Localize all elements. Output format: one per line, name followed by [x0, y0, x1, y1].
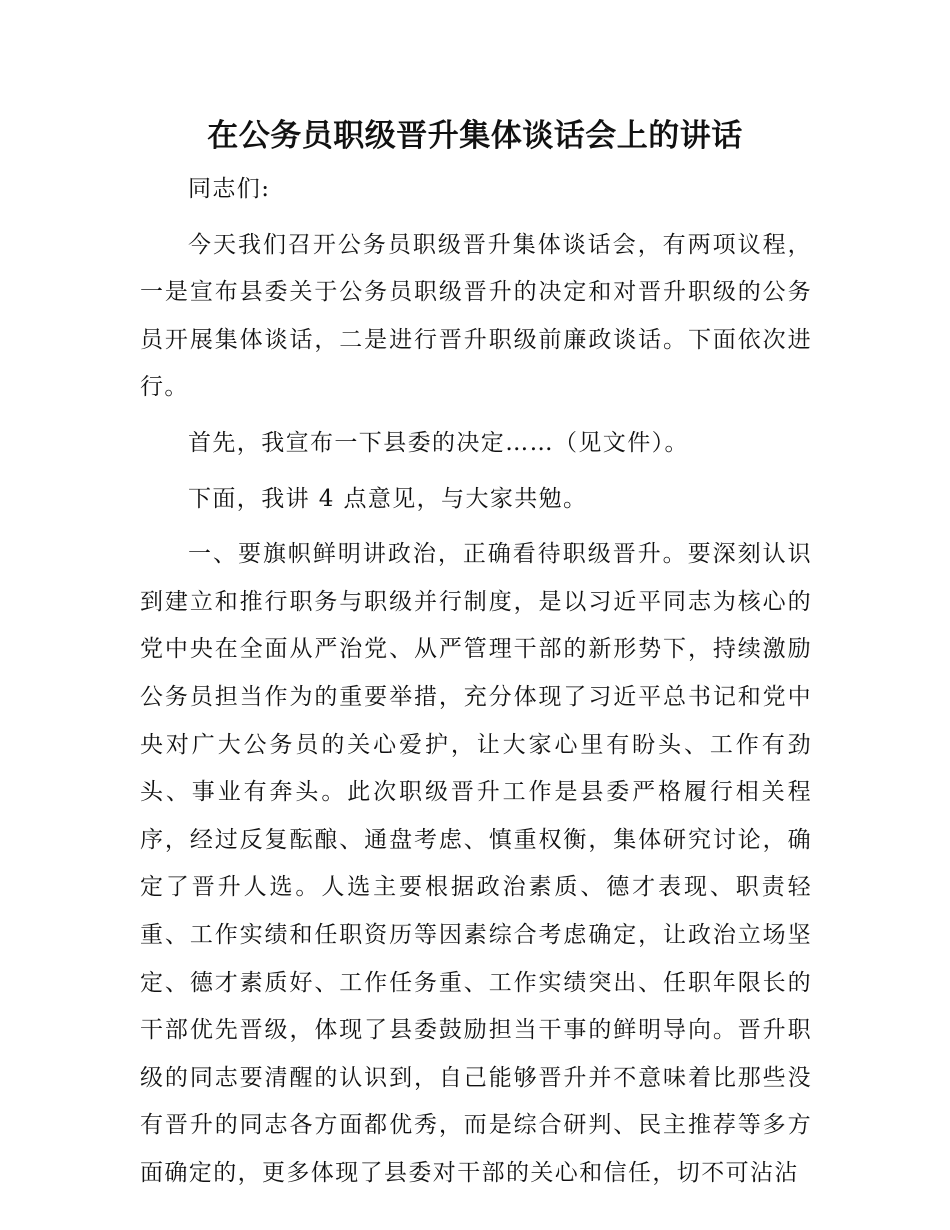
point-one-paragraph: 一、要旗帜鲜明讲政治，正确看待职级晋升。要深刻认识到建立和推行职务与职级并行制度，是以习近平同志为核心的党中央在全面从严治党、从严管理干部的新形势下，持续激励公务员担当作为的重要举措，充分体现了习近平总书记和党中央对广大公务员的关心爱护，让大家心里有盼头、工作有劲头、事业有奔头。此次职级晋升工作是县委严格履行相关程序，经过反复酝酿、通盘考虑、慎重权衡，集体研究讨论，确定了晋升人选。人选主要根据政治素质、德才表现、职责轻重、工作实绩和任职资历等因素综合考虑确定，让政治立场坚定、德才素质好、工作任务重、工作实绩突出、任职年限长的干部优先晋级，体现了县委鼓励担当干事的鲜明导向。晋升职级的同志要清醒的认识到，自己能够晋升并不意味着比那些没有晋升的同志各方面都优秀，而是综合研判、民主推荐等多方面确定的，更多体现了县委对干部的关心和信任，切不可沾沾: [140, 541, 812, 1186]
announcement-paragraph: 首先，我宣布一下县委的决定……（见文件）。: [188, 429, 689, 456]
agenda-paragraph: 今天我们召开公务员职级晋升集体谈话会，有两项议程，一是宣布县委关于公务员职级晋升的决定和对晋升职级的公务员开展集体谈话，二是进行晋升职级前廉政谈话。下面依次进行。: [140, 231, 812, 401]
opinions-intro-paragraph: 下面，我讲 4 点意见，与大家共勉。: [188, 485, 588, 512]
document-title: 在公务员职级晋升集体谈话会上的讲话: [207, 118, 743, 154]
salutation: 同志们:: [188, 176, 271, 202]
document-body: [140, 166, 812, 1197]
